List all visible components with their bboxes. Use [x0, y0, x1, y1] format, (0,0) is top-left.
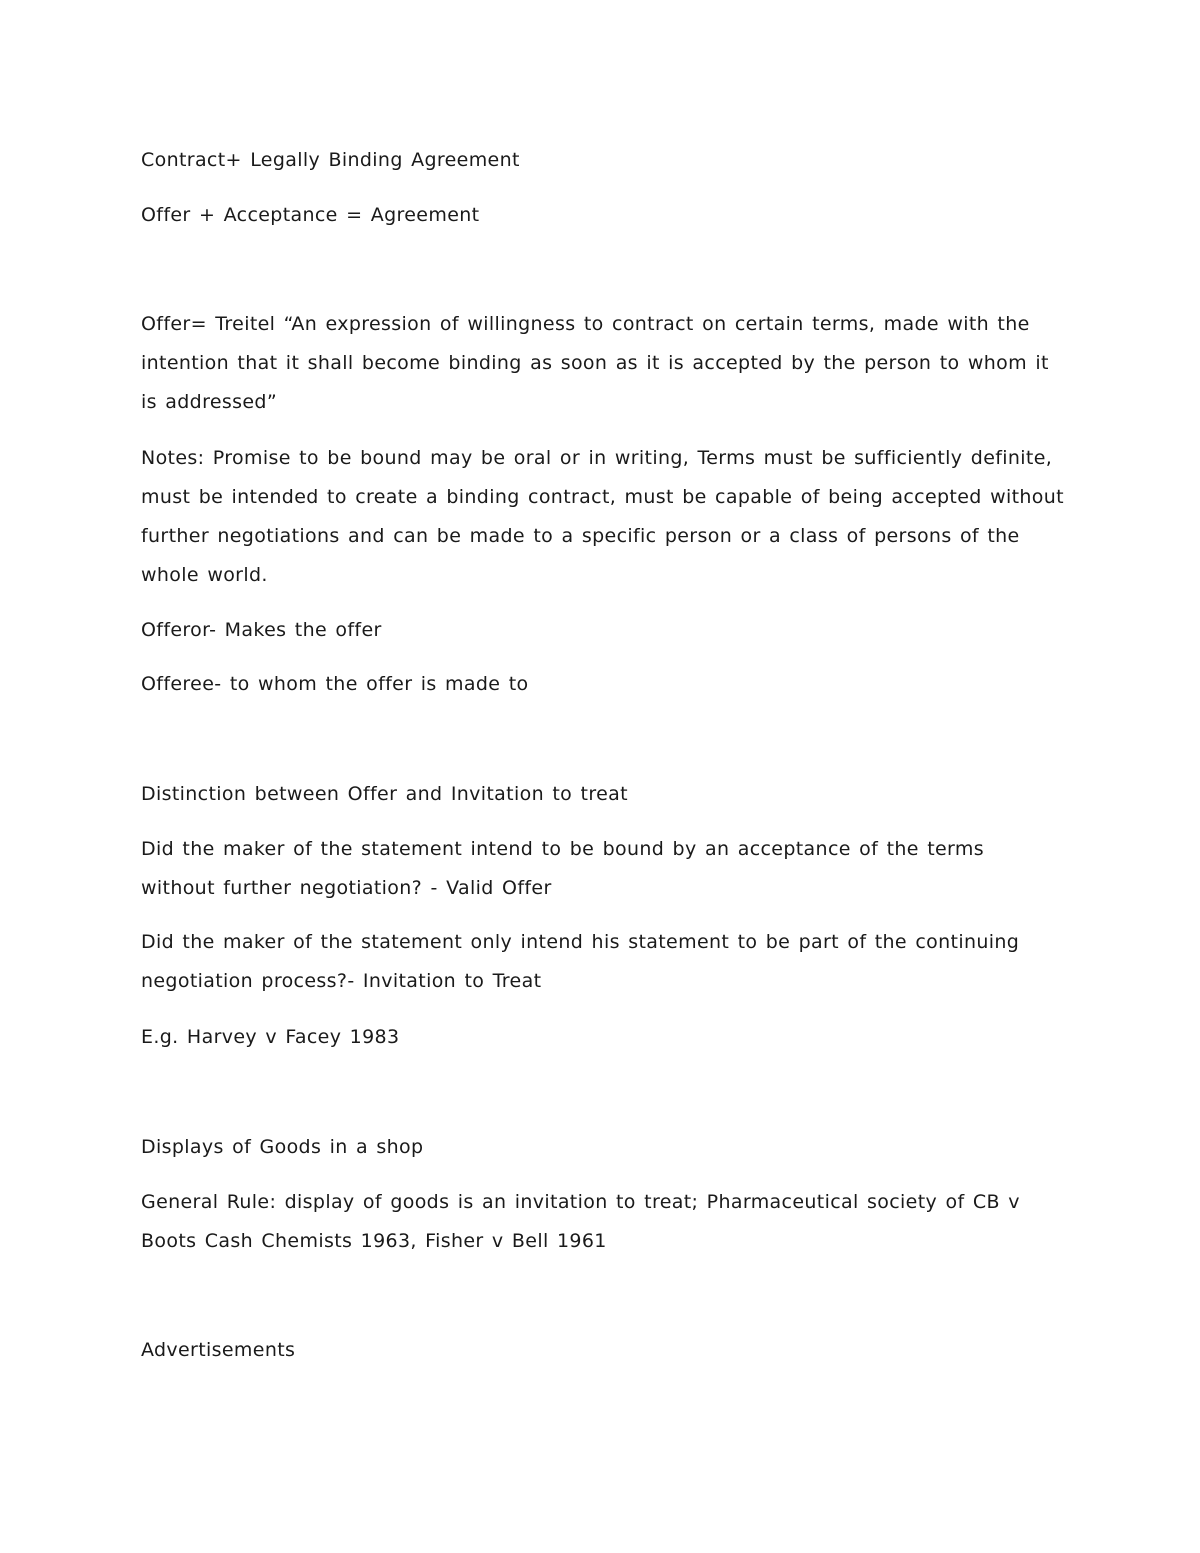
paragraph-contract-definition: Contract+ Legally Binding Agreement [141, 149, 520, 171]
paragraph-example: E.g. Harvey v Facey 1983 [141, 1026, 400, 1048]
paragraph-agreement-formula: Offer + Acceptance = Agreement [141, 204, 480, 226]
paragraph-invitation-to-treat: Did the maker of the statement only intend his statement to be part of the continuing negotiation process?- Invitation to Treat [141, 931, 1020, 992]
paragraph-offer-definition: Offer= Treitel “An expression of willingness to contract on certain terms, made with the intention that it shall become binding as soon as it is accepted by the person to whom it is addressed” [141, 313, 1049, 413]
heading-distinction: Distinction between Offer and Invitation to treat [141, 783, 628, 805]
paragraph-notes: Notes: Promise to be bound may be oral or in writing, Terms must be sufficiently definite, must be intended to create a binding contract, must be capable of being accepted without further negotiations and can be made to a specific person or a class of persons of the whole world. [141, 447, 1064, 586]
paragraph-offeree: Offeree- to whom the offer is made to [141, 673, 529, 695]
paragraph-valid-offer: Did the maker of the statement intend to be bound by an acceptance of the terms without further negotiation? - Valid Offer [141, 838, 984, 899]
paragraph-general-rule: General Rule: display of goods is an invitation to treat; Pharmaceutical society of CB v Boots Cash Chemists 1963, Fisher v Bell 1961 [141, 1191, 1020, 1252]
heading-advertisements: Advertisements [141, 1339, 296, 1361]
heading-displays-of-goods: Displays of Goods in a shop [141, 1136, 424, 1158]
paragraph-offeror: Offeror- Makes the offer [141, 619, 382, 641]
